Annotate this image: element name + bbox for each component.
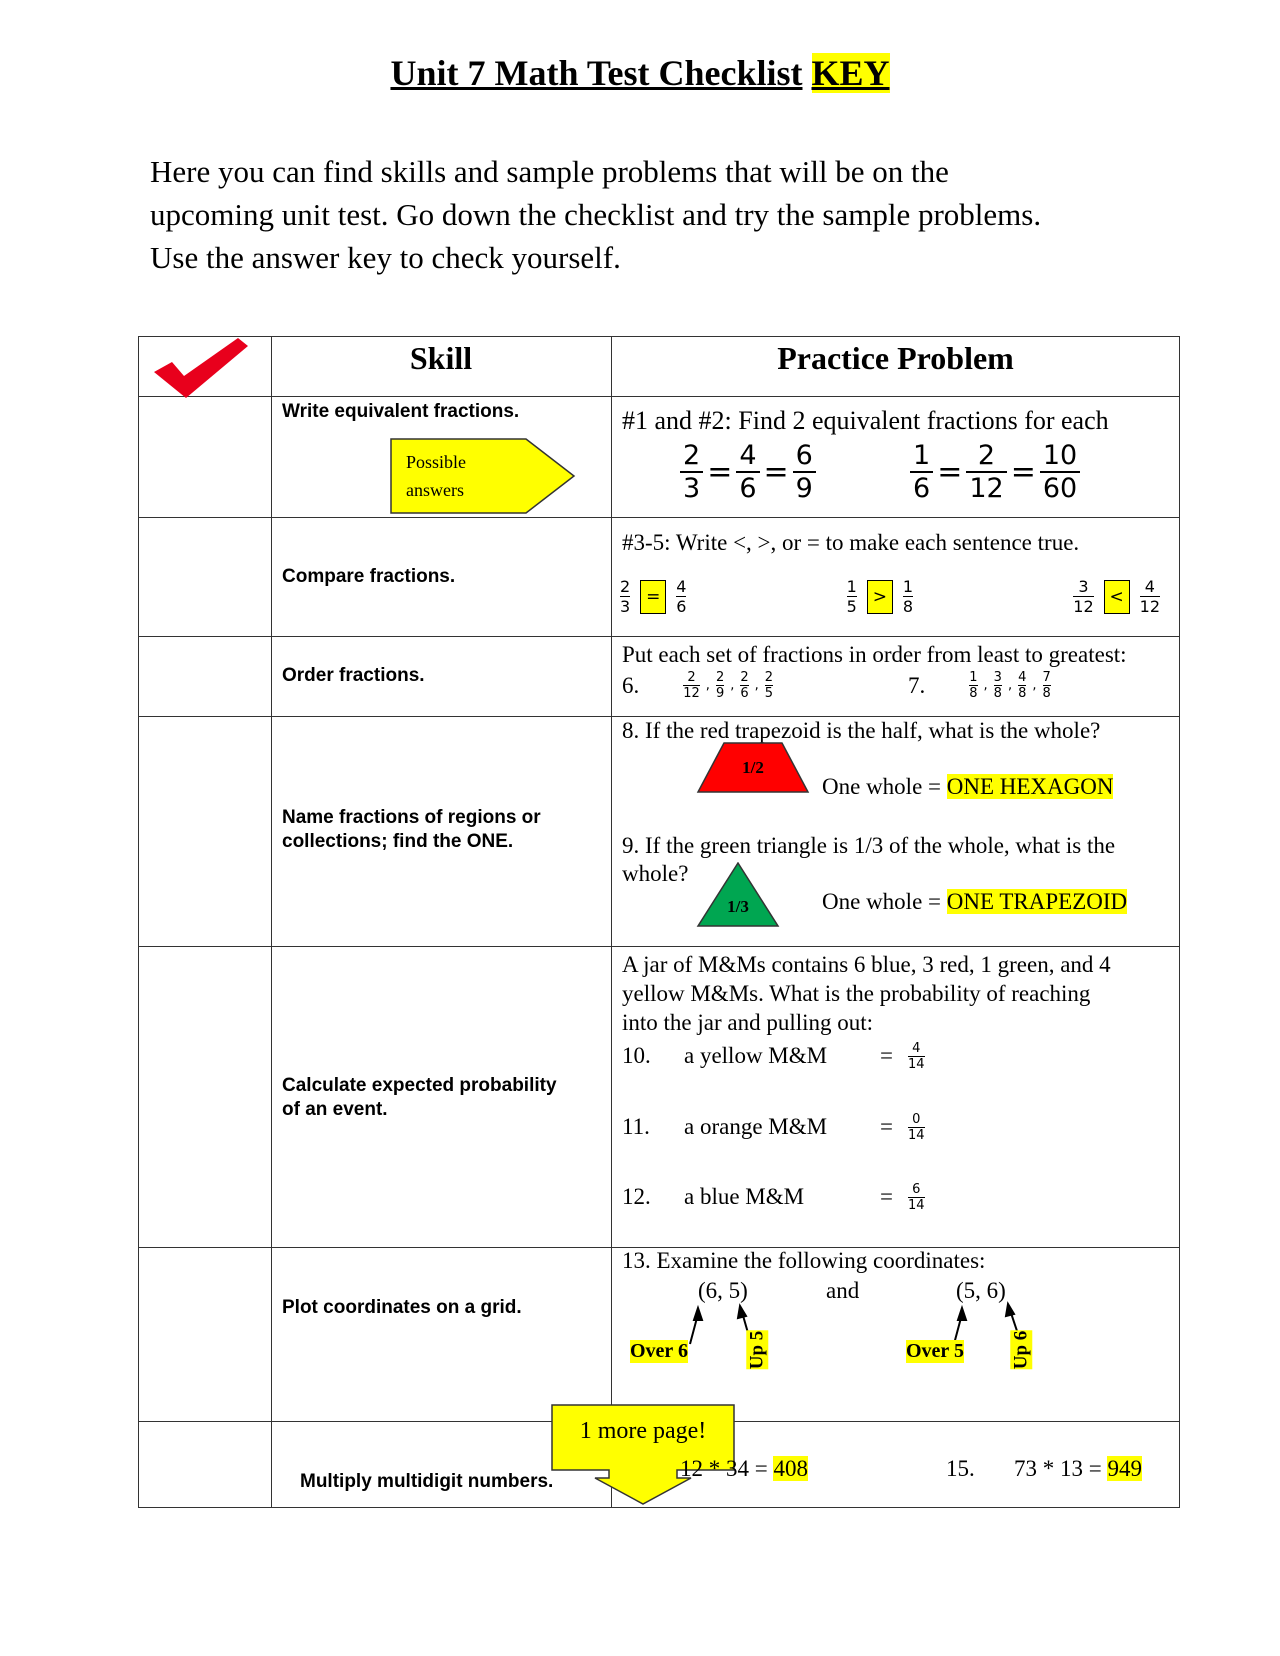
answer-highlight: ONE TRAPEZOID	[946, 889, 1128, 914]
intro-line: Use the answer key to check yourself.	[150, 240, 621, 275]
order-set-7: 7. $\frac{1}{8}$ , $\frac{3}{8}$ , $\frac{4}{8}$ , $\frac{7}{8}$	[908, 670, 1051, 701]
header-practice-problem: Practice Problem	[777, 340, 1014, 376]
over-5-label: Over 5	[906, 1340, 964, 1362]
probability-item: 12. a blue M&M = $\frac{6}{14}$	[622, 1181, 925, 1213]
table-divider	[138, 396, 1180, 397]
problem-14: 12 * 34 = 408	[680, 1456, 808, 1481]
fraction: $\frac{1}{5}$	[846, 577, 857, 616]
header-skill: Skill	[409, 340, 473, 376]
fraction: $\frac{1}{8}$	[902, 577, 914, 616]
fraction: $\frac{10}{60}$	[1040, 440, 1080, 504]
fraction: $\frac{1}{6}$	[910, 440, 933, 504]
fraction: $\frac{3}{8}$	[993, 670, 1002, 701]
problem-15-number: 15.	[946, 1456, 975, 1481]
problem-3-5-prompt: #3-5: Write <, >, or = to make each sentence true.	[622, 530, 1080, 555]
green-triangle	[696, 862, 780, 928]
problem-15: 73 * 13 = 949	[1014, 1456, 1142, 1481]
table-divider	[271, 336, 272, 1508]
skill-label: Order fractions.	[282, 665, 425, 686]
equals-sign: =	[937, 454, 963, 490]
order-set-6: 6. $\frac{2}{12}$ , $\frac{2}{9}$ , $\frac{2}{6}$ , $\frac{2}{5}$	[622, 670, 774, 701]
equivalent-set-b	[910, 440, 1080, 504]
page-title	[0, 52, 1280, 94]
answer-9: One whole = ONE TRAPEZOID	[822, 889, 1128, 914]
check-mark-icon	[150, 336, 250, 398]
coordinate-arrows	[612, 1300, 1180, 1390]
probability-item: 11. a orange M&M = $\frac{0}{14}$	[622, 1111, 925, 1143]
skill-label	[282, 1074, 557, 1122]
title-key-badge: KEY	[811, 53, 890, 93]
intro-line: upcoming unit test. Go down the checklist and try the sample problems.	[150, 197, 1042, 232]
answer-highlight: ONE HEXAGON	[946, 774, 1114, 799]
table-divider	[138, 636, 1180, 637]
fraction: $\frac{2}{6}$	[740, 670, 749, 701]
table-divider	[138, 517, 1180, 518]
compare-item	[1073, 577, 1160, 616]
skill-label: Multiply multidigit numbers.	[300, 1471, 554, 1492]
triangle-label: 1/3	[727, 897, 749, 916]
compare-items	[620, 577, 1160, 616]
fraction: $\frac{4}{6}$	[736, 440, 759, 504]
intro-paragraph	[150, 150, 1190, 279]
up-5-label: Up 5	[745, 1330, 767, 1370]
fraction: $\frac{6}{14}$	[908, 1181, 925, 1213]
fraction: $\frac{2}{5}$	[764, 670, 774, 701]
up-6-label: Up 6	[1009, 1330, 1031, 1370]
more-page-text: 1 more page!	[579, 1418, 707, 1444]
and-text: and	[826, 1278, 860, 1303]
fraction: $\frac{2}{3}$	[680, 440, 703, 504]
answer-sign-box: =	[640, 580, 666, 614]
question-9: 9. If the green triangle is 1/3 of the whole, what is the whole?	[622, 833, 1116, 886]
skill-label: Plot coordinates on a grid.	[282, 1297, 522, 1318]
trapezoid-label: 1/2	[742, 758, 764, 777]
callout-line: Possible	[406, 452, 467, 472]
over-6-label: Over 6	[630, 1340, 688, 1362]
equals-sign: =	[1010, 454, 1036, 490]
question-number: 7.	[908, 672, 926, 698]
question-number: 6.	[622, 672, 640, 698]
title-text: Unit 7 Math Test Checklist	[390, 53, 803, 93]
table-divider	[138, 716, 1180, 717]
fraction: $\frac{2}{12}$	[683, 670, 700, 701]
equals-sign: =	[707, 454, 733, 490]
fraction: $\frac{6}{9}$	[793, 440, 816, 504]
up-5-label-wrapper	[732, 1325, 782, 1375]
question-8: 8. If the red trapezoid is the half, what is the whole?	[622, 718, 1101, 743]
fraction: $\frac{1}{8}$	[969, 670, 978, 701]
skill-label: Write equivalent fractions.	[282, 401, 520, 422]
order-prompt: Put each set of fractions in order from least to greatest:	[622, 642, 1127, 667]
fraction: $\frac{4}{12}$	[1139, 577, 1160, 616]
fraction: $\frac{0}{14}$	[908, 1111, 925, 1143]
answer-8: One whole = ONE HEXAGON	[822, 774, 1114, 799]
skill-line: Calculate expected probability	[282, 1075, 557, 1096]
compare-item	[620, 577, 686, 616]
skill-line: collections; find the ONE.	[282, 831, 514, 852]
possible-answers-text	[406, 448, 466, 504]
answer-highlight: 408	[773, 1456, 808, 1481]
probability-item: 10. a yellow M&M = $\frac{4}{14}$	[622, 1040, 925, 1072]
fraction: $\frac{7}{8}$	[1042, 670, 1051, 701]
callout-line: answers	[406, 480, 464, 500]
coordinate-pair: (6, 5)	[698, 1278, 748, 1303]
table-divider	[138, 946, 1180, 947]
probability-prompt: A jar of M&Ms contains 6 blue, 3 red, 1 green, and 4 yellow M&Ms. What is the probability of reaching into the jar and pulling out:	[622, 952, 1111, 1035]
question-13: 13. Examine the following coordinates:	[622, 1248, 986, 1273]
up-6-label-wrapper	[996, 1325, 1046, 1375]
skill-label	[282, 806, 541, 854]
fraction: $\frac{4}{14}$	[908, 1040, 925, 1072]
answer-highlight: 949	[1107, 1456, 1142, 1481]
answer-sign-box: <	[1104, 580, 1130, 614]
answer-sign-box: >	[867, 580, 893, 614]
skill-line: of an event.	[282, 1099, 388, 1120]
fraction: $\frac{3}{12}$	[1073, 577, 1094, 616]
compare-item	[847, 577, 913, 616]
equivalent-set-a	[680, 440, 816, 504]
fraction: $\frac{4}{8}$	[1018, 670, 1027, 701]
problem-1-2-prompt: #1 and #2: Find 2 equivalent fractions for each	[622, 406, 1109, 435]
fraction: $\frac{4}{6}$	[676, 577, 687, 616]
fraction: $\frac{2}{3}$	[620, 577, 631, 616]
fraction: $\frac{2}{9}$	[715, 670, 725, 701]
fraction: $\frac{2}{12}$	[966, 440, 1006, 504]
intro-line: Here you can find skills and sample problems that will be on the	[150, 154, 949, 189]
equals-sign: =	[763, 454, 789, 490]
skill-label: Compare fractions.	[282, 566, 456, 587]
coordinate-pair: (5, 6)	[956, 1278, 1006, 1303]
skill-line: Name fractions of regions or	[282, 807, 541, 828]
